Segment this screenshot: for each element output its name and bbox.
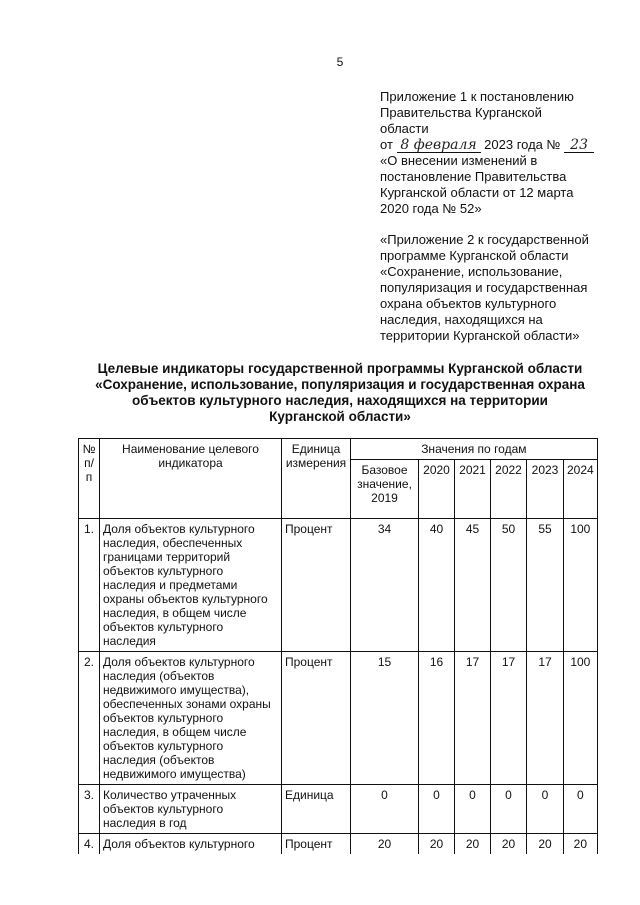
indicators-table — [78, 438, 598, 854]
annex-1-line-8: 2020 года № 52» — [380, 201, 482, 216]
annex-1-line-1: Приложение 1 к постановлению — [380, 89, 574, 104]
annex-2-line: территории Курганской области» — [380, 328, 580, 343]
annex-1-date-line — [380, 137, 620, 153]
row-value-2020: 0 — [419, 785, 455, 834]
annex-2-line: «Сохранение, использование, — [380, 264, 563, 279]
row-value-2024: 0 — [564, 785, 598, 834]
header-unit: Единица измерения — [282, 439, 351, 519]
title-line: Курганской области» — [269, 409, 411, 424]
row-value-2024: 100 — [564, 519, 598, 652]
row-num: 1. — [79, 519, 100, 652]
row-value-2022: 50 — [491, 519, 527, 652]
row-base-value: 20 — [351, 834, 419, 855]
row-value-2023: 17 — [527, 652, 564, 785]
row-value-2020: 40 — [419, 519, 455, 652]
header-name: Наименование целевого индикатора — [100, 439, 282, 519]
annex-1-line-5: «О внесении изменений в — [380, 153, 538, 168]
header-year-2021: 2021 — [455, 460, 491, 519]
row-num: 3. — [79, 785, 100, 834]
annex-2-block — [380, 232, 620, 344]
row-num: 2. — [79, 652, 100, 785]
row-indicator-name: Количество утраченных объектов культурного наследия в год — [100, 785, 282, 834]
row-indicator-name: Доля объектов культурного — [100, 834, 282, 855]
row-value-2021: 45 — [455, 519, 491, 652]
row-base-value: 34 — [351, 519, 419, 652]
row-unit: Процент — [282, 519, 351, 652]
handwritten-date: 8 февраля — [397, 138, 481, 153]
header-year-2024: 2024 — [564, 460, 598, 519]
row-unit: Процент — [282, 652, 351, 785]
table-row — [79, 834, 598, 855]
row-num: 4. — [79, 834, 100, 855]
annex-2-line: наследия, находящихся на — [380, 312, 543, 327]
title-line: «Сохранение, использование, популяризация и государственная охрана — [95, 377, 585, 392]
table-row — [79, 652, 598, 785]
annex-1-line-2: Правительства Курганской — [380, 105, 542, 120]
title-line: объектов культурного наследия, находящихся на территории — [132, 393, 548, 408]
row-value-2022: 17 — [491, 652, 527, 785]
header-values-by-year: Значения по годам — [351, 439, 598, 460]
page-number: 5 — [336, 55, 344, 69]
annex-2-line: «Приложение 2 к государственной — [380, 232, 589, 247]
date-prefix: от — [380, 137, 393, 152]
row-value-2022: 20 — [491, 834, 527, 855]
table-row — [79, 785, 598, 834]
row-base-value: 0 — [351, 785, 419, 834]
annex-1-line-7: Курганской области от 12 марта — [380, 185, 574, 200]
row-unit: Единица — [282, 785, 351, 834]
document-title — [80, 361, 600, 425]
header-row — [79, 439, 598, 460]
row-value-2020: 16 — [419, 652, 455, 785]
handwritten-number: 23 — [564, 138, 594, 153]
annex-2-line: охрана объектов культурного — [380, 296, 557, 311]
row-base-value: 15 — [351, 652, 419, 785]
row-value-2021: 0 — [455, 785, 491, 834]
row-value-2022: 0 — [491, 785, 527, 834]
row-value-2024: 100 — [564, 652, 598, 785]
row-value-2023: 0 — [527, 785, 564, 834]
row-value-2023: 55 — [527, 519, 564, 652]
header-num: № п/п — [79, 439, 100, 519]
row-indicator-name: Доля объектов культурного наследия (объектов недвижимого имущества), обеспеченных зонами охраны объектов культурного наследия, в общем числе объектов культурного наследия (объектов недвижимого имущества) — [100, 652, 282, 785]
header-year-2023: 2023 — [527, 460, 564, 519]
title-line: Целевые индикаторы государственной программы Курганской области — [97, 361, 583, 376]
row-value-2024: 20 — [564, 834, 598, 855]
annex-1-line-6: постановление Правительства — [380, 169, 567, 184]
row-unit: Процент — [282, 834, 351, 855]
annex-2-line: популяризация и государственная — [380, 280, 588, 295]
header-year-2020: 2020 — [419, 460, 455, 519]
row-value-2020: 20 — [419, 834, 455, 855]
year-part: 2023 года № — [484, 137, 561, 152]
annex-1-line-3: области — [380, 121, 429, 136]
annex-1-block — [380, 89, 620, 217]
row-indicator-name: Доля объектов культурного наследия, обеспеченных границами территорий объектов культурного наследия и предметами охраны объектов культурного наследия, в общем числе объектов культурного наследия — [100, 519, 282, 652]
row-value-2021: 20 — [455, 834, 491, 855]
header-year-2022: 2022 — [491, 460, 527, 519]
table-row — [79, 519, 598, 652]
row-value-2023: 20 — [527, 834, 564, 855]
annex-2-line: программе Курганской области — [380, 248, 569, 263]
row-value-2021: 17 — [455, 652, 491, 785]
header-base-value: Базовое значение, 2019 — [351, 460, 419, 519]
